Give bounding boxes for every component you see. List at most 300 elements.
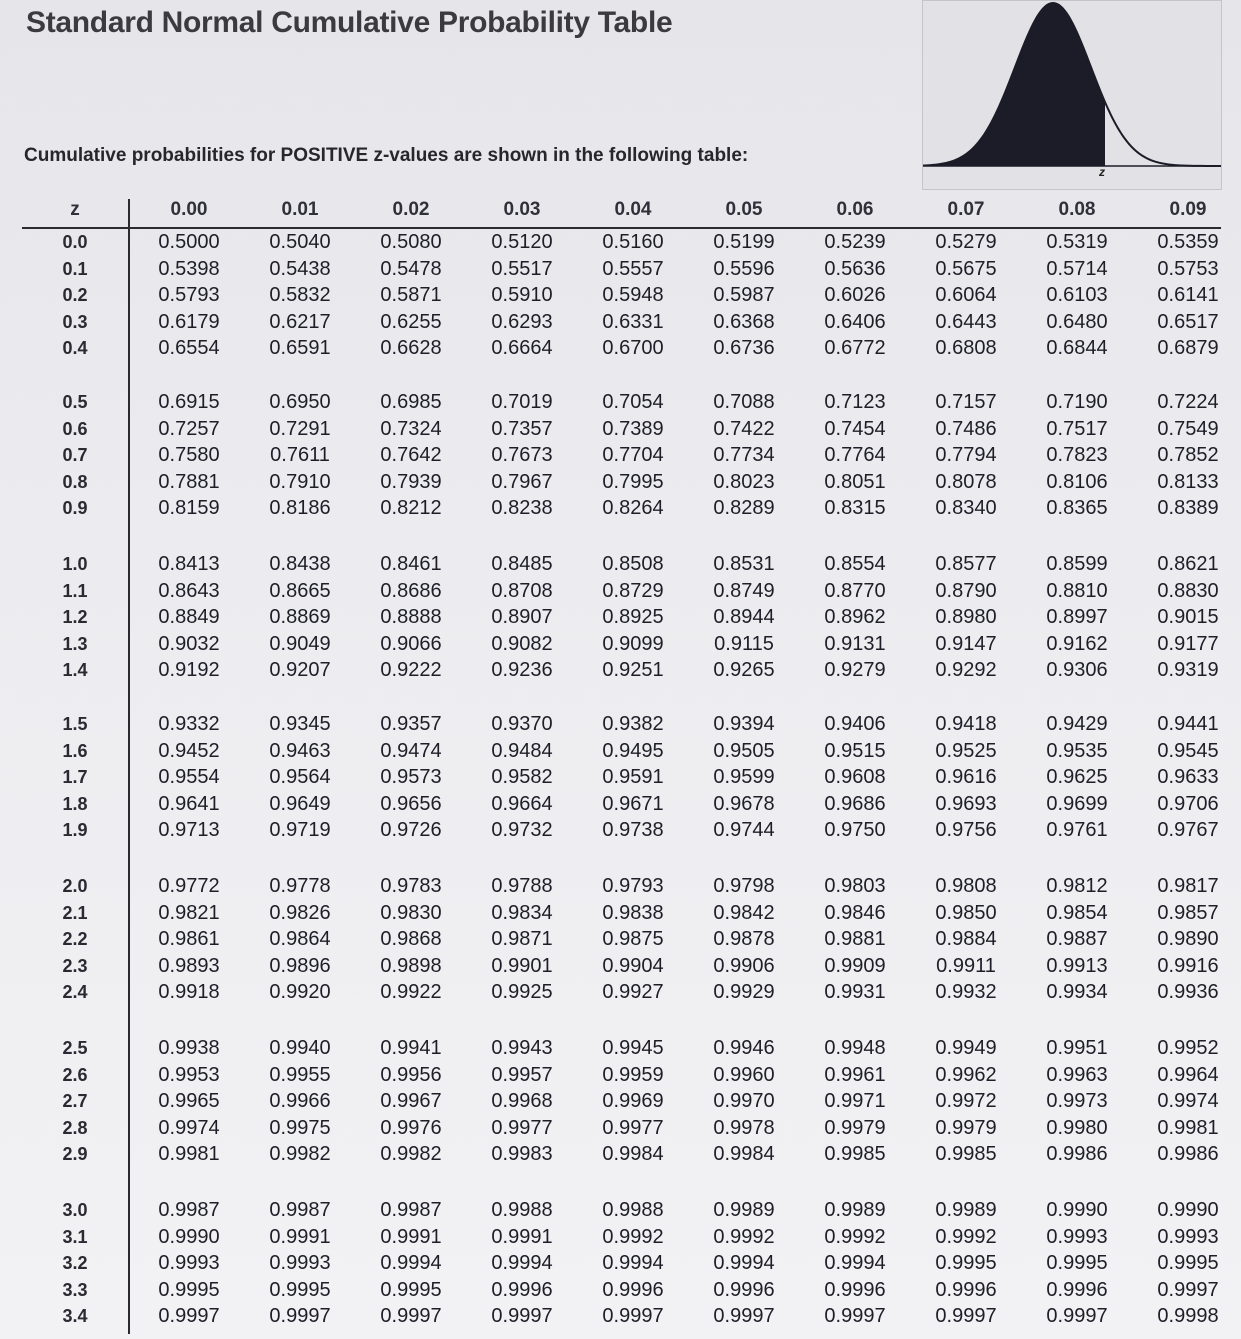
probability-cell: 0.9671 [602, 792, 664, 815]
z-value: 2.1 [62, 902, 88, 923]
z-value: 1.9 [62, 820, 88, 841]
z-value: 1.1 [62, 580, 88, 601]
probability-cell: 0.7910 [269, 470, 331, 493]
probability-cell: 0.9406 [824, 713, 886, 735]
probability-cell: 0.9861 [158, 928, 220, 951]
probability-cell: 0.6026 [824, 284, 886, 307]
probability-cell: 0.9989 [824, 1199, 886, 1221]
probability-cell: 0.7422 [713, 417, 775, 440]
probability-cell: 0.8212 [380, 497, 442, 520]
probability-cell: 0.9946 [713, 1037, 775, 1059]
probability-cell: 0.7967 [491, 470, 553, 493]
probability-cell: 0.9993 [1157, 1225, 1219, 1248]
probability-cell: 0.6368 [713, 310, 775, 333]
column-header: 0.04 [614, 199, 652, 220]
z-value: 0.0 [62, 232, 88, 252]
z-value: 0.9 [62, 498, 88, 519]
probability-cell: 0.9633 [1157, 766, 1219, 789]
table-row [22, 1197, 1221, 1224]
z-value: 0.5 [62, 392, 88, 412]
probability-cell: 0.6217 [269, 310, 331, 333]
probability-cell: 0.9977 [491, 1116, 553, 1139]
table-row [22, 578, 1221, 605]
table-row [22, 979, 1221, 1006]
probability-cell: 0.8438 [269, 553, 331, 575]
table-row [22, 926, 1221, 953]
probability-cell: 0.9525 [935, 739, 997, 762]
probability-cell: 0.9997 [713, 1305, 775, 1328]
probability-cell: 0.5714 [1046, 257, 1108, 280]
probability-cell: 0.9251 [602, 659, 664, 682]
probability-cell: 0.8810 [1046, 579, 1108, 602]
table-row [22, 335, 1221, 362]
probability-cell: 0.5438 [269, 257, 331, 280]
probability-cell: 0.7257 [158, 417, 220, 440]
probability-cell: 0.8023 [713, 470, 775, 493]
probability-cell: 0.9997 [269, 1305, 331, 1328]
probability-cell: 0.8078 [935, 470, 997, 493]
probability-cell: 0.9974 [158, 1116, 220, 1139]
probability-cell: 0.9997 [935, 1305, 997, 1328]
row-group [22, 1197, 1221, 1330]
probability-cell: 0.7054 [602, 391, 664, 413]
probability-cell: 0.7123 [824, 391, 886, 413]
probability-cell: 0.6554 [158, 337, 220, 360]
probability-cell: 0.8238 [491, 497, 553, 520]
probability-cell: 0.9904 [602, 954, 664, 977]
probability-cell: 0.5040 [269, 231, 331, 253]
probability-cell: 0.9992 [935, 1225, 997, 1248]
z-value: 0.6 [62, 418, 88, 439]
probability-cell: 0.6915 [158, 391, 220, 413]
probability-cell: 0.9798 [713, 875, 775, 897]
probability-cell: 0.5675 [935, 257, 997, 280]
probability-cell: 0.9922 [380, 981, 442, 1004]
probability-cell: 0.9992 [713, 1225, 775, 1248]
probability-cell: 0.9850 [935, 901, 997, 924]
probability-cell: 0.8686 [380, 579, 442, 602]
probability-cell: 0.9808 [935, 875, 997, 897]
column-header: 0.09 [1169, 199, 1207, 220]
probability-cell: 0.6700 [602, 337, 664, 360]
z-value: 0.3 [62, 311, 88, 332]
probability-cell: 0.5557 [602, 257, 664, 280]
probability-cell: 0.8888 [380, 606, 442, 629]
probability-cell: 0.9564 [269, 766, 331, 789]
table-row [22, 711, 1221, 738]
probability-cell: 0.9916 [1157, 954, 1219, 977]
probability-cell: 0.7823 [1046, 444, 1108, 467]
table-row [22, 1062, 1221, 1089]
probability-cell: 0.8749 [713, 579, 775, 602]
z-value: 1.7 [62, 767, 88, 788]
table-row [22, 657, 1221, 684]
probability-cell: 0.9987 [380, 1199, 442, 1221]
probability-cell: 0.9664 [491, 792, 553, 815]
probability-cell: 0.9981 [1157, 1116, 1219, 1139]
probability-cell: 0.7088 [713, 391, 775, 413]
probability-cell: 0.9934 [1046, 981, 1108, 1004]
table-row [22, 551, 1221, 578]
probability-cell: 0.6879 [1157, 337, 1219, 360]
probability-cell: 0.9744 [713, 819, 775, 842]
probability-cell: 0.9991 [380, 1225, 442, 1248]
probability-cell: 0.8531 [713, 553, 775, 575]
probability-cell: 0.9719 [269, 819, 331, 842]
probability-cell: 0.8315 [824, 497, 886, 520]
probability-cell: 0.9864 [269, 928, 331, 951]
probability-cell: 0.6064 [935, 284, 997, 307]
probability-cell: 0.9887 [1046, 928, 1108, 951]
probability-cell: 0.9941 [380, 1037, 442, 1059]
probability-cell: 0.7642 [380, 444, 442, 467]
probability-cell: 0.9984 [602, 1143, 664, 1166]
table-row [22, 1250, 1221, 1277]
probability-cell: 0.8389 [1157, 497, 1219, 520]
probability-cell: 0.9394 [713, 713, 775, 735]
probability-cell: 0.9370 [491, 713, 553, 735]
probability-cell: 0.9649 [269, 792, 331, 815]
probability-cell: 0.9987 [269, 1199, 331, 1221]
probability-cell: 0.9964 [1157, 1063, 1219, 1086]
probability-cell: 0.7580 [158, 444, 220, 467]
probability-cell: 0.5279 [935, 231, 997, 253]
probability-cell: 0.9996 [491, 1278, 553, 1301]
probability-cell: 0.9969 [602, 1090, 664, 1113]
probability-cell: 0.6772 [824, 337, 886, 360]
probability-cell: 0.9911 [936, 954, 996, 977]
probability-cell: 0.9932 [935, 981, 997, 1004]
probability-cell: 0.9418 [935, 713, 997, 735]
probability-cell: 0.9131 [824, 632, 886, 655]
probability-cell: 0.8869 [269, 606, 331, 629]
probability-cell: 0.9997 [158, 1305, 220, 1328]
probability-cell: 0.8159 [158, 497, 220, 520]
probability-cell: 0.8621 [1157, 553, 1219, 575]
curve-shaded-area [923, 3, 1105, 166]
table-row [22, 229, 1221, 256]
normal-curve-figure [922, 0, 1222, 190]
probability-cell: 0.9838 [602, 901, 664, 924]
table-row [22, 1277, 1221, 1304]
probability-cell: 0.7454 [824, 417, 886, 440]
probability-cell: 0.6406 [824, 310, 886, 333]
z-value: 0.7 [62, 445, 88, 466]
probability-cell: 0.9982 [380, 1143, 442, 1166]
probability-cell: 0.9032 [158, 632, 220, 655]
probability-cell: 0.9995 [1046, 1252, 1108, 1275]
probability-cell: 0.8997 [1046, 606, 1108, 629]
probability-cell: 0.7764 [824, 444, 886, 467]
probability-cell: 0.9997 [602, 1305, 664, 1328]
probability-cell: 0.8485 [491, 553, 553, 575]
probability-cell: 0.9913 [1046, 954, 1108, 977]
probability-cell: 0.9949 [935, 1037, 997, 1059]
probability-cell: 0.9976 [380, 1116, 442, 1139]
probability-cell: 0.9925 [491, 981, 553, 1004]
probability-cell: 0.9938 [158, 1037, 220, 1059]
table-row [22, 309, 1221, 336]
probability-cell: 0.9826 [269, 901, 331, 924]
probability-cell: 0.9884 [935, 928, 997, 951]
probability-cell: 0.8980 [935, 606, 997, 629]
probability-cell: 0.5239 [824, 231, 886, 253]
probability-cell: 0.9767 [1157, 819, 1219, 842]
probability-cell: 0.9995 [1157, 1252, 1219, 1275]
probability-cell: 0.5636 [824, 257, 886, 280]
probability-cell: 0.9803 [824, 875, 886, 897]
probability-cell: 0.7357 [491, 417, 553, 440]
probability-cell: 0.9484 [491, 739, 553, 762]
probability-cell: 0.9783 [380, 875, 442, 897]
probability-cell: 0.9591 [602, 766, 664, 789]
probability-cell: 0.9996 [935, 1278, 997, 1301]
probability-cell: 0.9207 [269, 659, 331, 682]
probability-cell: 0.8133 [1157, 470, 1219, 493]
table-row [22, 282, 1221, 309]
probability-cell: 0.9452 [158, 739, 220, 762]
probability-cell: 0.7549 [1157, 417, 1219, 440]
probability-cell: 0.5160 [602, 231, 664, 253]
table-header-row [22, 199, 1221, 229]
probability-cell: 0.9177 [1157, 632, 1219, 655]
probability-cell: 0.5359 [1157, 231, 1219, 253]
z-value: 1.8 [62, 793, 88, 814]
probability-cell: 0.6591 [269, 337, 331, 360]
probability-cell: 0.9608 [824, 766, 886, 789]
probability-cell: 0.6844 [1046, 337, 1108, 360]
probability-cell: 0.9992 [824, 1225, 886, 1248]
probability-cell: 0.9236 [491, 659, 553, 682]
column-header: 0.03 [503, 199, 541, 220]
probability-cell: 0.9901 [491, 954, 553, 977]
table-row [22, 1115, 1221, 1142]
probability-cell: 0.9713 [158, 819, 220, 842]
probability-cell: 0.9573 [380, 766, 442, 789]
probability-cell: 0.5120 [491, 231, 553, 253]
probability-cell: 0.9099 [602, 632, 664, 655]
probability-cell: 0.8665 [269, 579, 331, 602]
probability-cell: 0.7019 [491, 391, 553, 413]
column-header: 0.00 [170, 199, 208, 220]
probability-cell: 0.9996 [1046, 1278, 1108, 1301]
probability-cell: 0.8962 [824, 606, 886, 629]
probability-cell: 0.9988 [491, 1199, 553, 1221]
table-row [22, 873, 1221, 900]
z-value: 2.8 [62, 1117, 88, 1138]
probability-cell: 0.8554 [824, 553, 886, 575]
probability-cell: 0.8289 [713, 497, 775, 520]
probability-cell: 0.9761 [1046, 819, 1108, 842]
row-group [22, 711, 1221, 844]
row-group [22, 873, 1221, 1006]
probability-cell: 0.9878 [713, 928, 775, 951]
probability-cell: 0.7190 [1046, 391, 1108, 413]
probability-cell: 0.9943 [491, 1037, 553, 1059]
probability-cell: 0.9997 [491, 1305, 553, 1328]
table-row [22, 631, 1221, 658]
table-row [22, 469, 1221, 496]
probability-cell: 0.9192 [158, 659, 220, 682]
probability-cell: 0.9994 [380, 1252, 442, 1275]
table-row [22, 1035, 1221, 1062]
probability-cell: 0.7324 [380, 417, 442, 440]
normal-curve-icon [923, 1, 1222, 190]
z-value: 3.3 [62, 1279, 88, 1300]
probability-cell: 0.9115 [714, 632, 774, 655]
probability-cell: 0.9896 [269, 954, 331, 977]
table-row [22, 764, 1221, 791]
probability-cell: 0.9738 [602, 819, 664, 842]
probability-cell: 0.9995 [269, 1278, 331, 1301]
probability-cell: 0.5517 [491, 257, 553, 280]
probability-cell: 0.5832 [269, 284, 331, 307]
table-row [22, 738, 1221, 765]
probability-cell: 0.7704 [602, 444, 664, 467]
z-value: 0.4 [62, 338, 88, 359]
probability-cell: 0.9963 [1046, 1063, 1108, 1086]
probability-cell: 0.9953 [158, 1063, 220, 1086]
table-row [22, 416, 1221, 443]
probability-cell: 0.9382 [602, 713, 664, 735]
z-value: 1.6 [62, 740, 88, 761]
z-value: 1.2 [62, 607, 88, 628]
probability-cell: 0.9893 [158, 954, 220, 977]
probability-cell: 0.9991 [269, 1225, 331, 1248]
probability-cell: 0.9686 [824, 792, 886, 815]
z-value: 2.6 [62, 1064, 88, 1085]
table-row [22, 256, 1221, 283]
probability-cell: 0.9292 [935, 659, 997, 682]
probability-cell: 0.8508 [602, 553, 664, 575]
probability-cell: 0.5319 [1046, 231, 1108, 253]
probability-cell: 0.9983 [491, 1143, 553, 1166]
probability-cell: 0.6736 [713, 337, 775, 360]
page-title: Standard Normal Cumulative Probability Table [26, 6, 673, 39]
probability-cell: 0.9706 [1157, 792, 1219, 815]
probability-cell: 0.6141 [1157, 284, 1219, 307]
probability-cell: 0.9965 [158, 1090, 220, 1113]
probability-cell: 0.6628 [380, 337, 442, 360]
z-value: 3.1 [62, 1226, 88, 1247]
curve-z-marker: z [1099, 165, 1105, 179]
probability-cell: 0.9881 [824, 928, 886, 951]
probability-cell: 0.9918 [158, 981, 220, 1004]
probability-cell: 0.5478 [380, 257, 442, 280]
probability-cell: 0.9993 [269, 1252, 331, 1275]
row-group [22, 551, 1221, 684]
table-row [22, 442, 1221, 469]
probability-cell: 0.9505 [713, 739, 775, 762]
probability-cell: 0.9996 [713, 1278, 775, 1301]
probability-cell: 0.6664 [491, 337, 553, 360]
probability-cell: 0.9936 [1157, 981, 1219, 1004]
probability-cell: 0.9990 [1157, 1199, 1219, 1221]
probability-cell: 0.9015 [1157, 606, 1219, 629]
probability-cell: 0.9986 [1046, 1143, 1108, 1166]
probability-cell: 0.9960 [713, 1063, 775, 1086]
probability-cell: 0.9846 [824, 901, 886, 924]
z-value: 0.8 [62, 471, 88, 492]
probability-cell: 0.9066 [380, 632, 442, 655]
probability-cell: 0.8461 [380, 553, 442, 575]
probability-cell: 0.9772 [158, 875, 220, 897]
probability-cell: 0.9931 [824, 981, 886, 1004]
probability-cell: 0.9778 [269, 875, 331, 897]
probability-cell: 0.8907 [491, 606, 553, 629]
z-value: 1.3 [62, 633, 88, 654]
probability-cell: 0.9599 [713, 766, 775, 789]
probability-cell: 0.7794 [935, 444, 997, 467]
probability-cell: 0.5000 [158, 231, 220, 253]
probability-cell: 0.9981 [158, 1143, 220, 1166]
z-value: 2.0 [62, 876, 88, 896]
table-row [22, 1141, 1221, 1168]
probability-cell: 0.9332 [158, 713, 220, 735]
probability-cell: 0.7224 [1157, 391, 1219, 413]
probability-cell: 0.9279 [824, 659, 886, 682]
probability-cell: 0.9961 [824, 1063, 886, 1086]
probability-cell: 0.9535 [1046, 739, 1108, 762]
probability-cell: 0.9875 [602, 928, 664, 951]
probability-cell: 0.9984 [713, 1143, 775, 1166]
probability-cell: 0.7673 [491, 444, 553, 467]
probability-cell: 0.6293 [491, 310, 553, 333]
probability-cell: 0.8708 [491, 579, 553, 602]
table-row [22, 817, 1221, 844]
probability-cell: 0.8770 [824, 579, 886, 602]
probability-cell: 0.9345 [269, 713, 331, 735]
table-row [22, 1224, 1221, 1251]
probability-cell: 0.9265 [713, 659, 775, 682]
table-row [22, 495, 1221, 522]
probability-cell: 0.6331 [602, 310, 664, 333]
probability-cell: 0.9495 [602, 739, 664, 762]
probability-cell: 0.9441 [1157, 713, 1219, 735]
probability-cell: 0.9554 [158, 766, 220, 789]
column-header: 0.02 [392, 199, 430, 220]
probability-cell: 0.9082 [491, 632, 553, 655]
probability-cell: 0.7881 [158, 470, 220, 493]
probability-cell: 0.9974 [1157, 1090, 1219, 1113]
probability-cell: 0.7611 [270, 444, 330, 467]
z-value: 2.3 [62, 955, 88, 976]
probability-cell: 0.9834 [491, 901, 553, 924]
probability-cell: 0.9990 [158, 1225, 220, 1248]
row-group [22, 229, 1221, 362]
probability-cell: 0.9956 [380, 1063, 442, 1086]
probability-cell: 0.9979 [935, 1116, 997, 1139]
probability-cell: 0.9994 [824, 1252, 886, 1275]
probability-cell: 0.9319 [1157, 659, 1219, 682]
probability-cell: 0.7995 [602, 470, 664, 493]
probability-cell: 0.9948 [824, 1037, 886, 1059]
probability-cell: 0.9952 [1157, 1037, 1219, 1059]
row-group [22, 389, 1221, 522]
probability-cell: 0.7939 [380, 470, 442, 493]
probability-cell: 0.8849 [158, 606, 220, 629]
probability-cell: 0.9996 [602, 1278, 664, 1301]
probability-cell: 0.7157 [935, 391, 997, 413]
probability-cell: 0.9945 [602, 1037, 664, 1059]
table-row [22, 900, 1221, 927]
probability-cell: 0.8186 [269, 497, 331, 520]
probability-cell: 0.5753 [1157, 257, 1219, 280]
probability-cell: 0.9957 [491, 1063, 553, 1086]
probability-cell: 0.9978 [713, 1116, 775, 1139]
probability-cell: 0.9357 [380, 713, 442, 735]
table-row [22, 953, 1221, 980]
